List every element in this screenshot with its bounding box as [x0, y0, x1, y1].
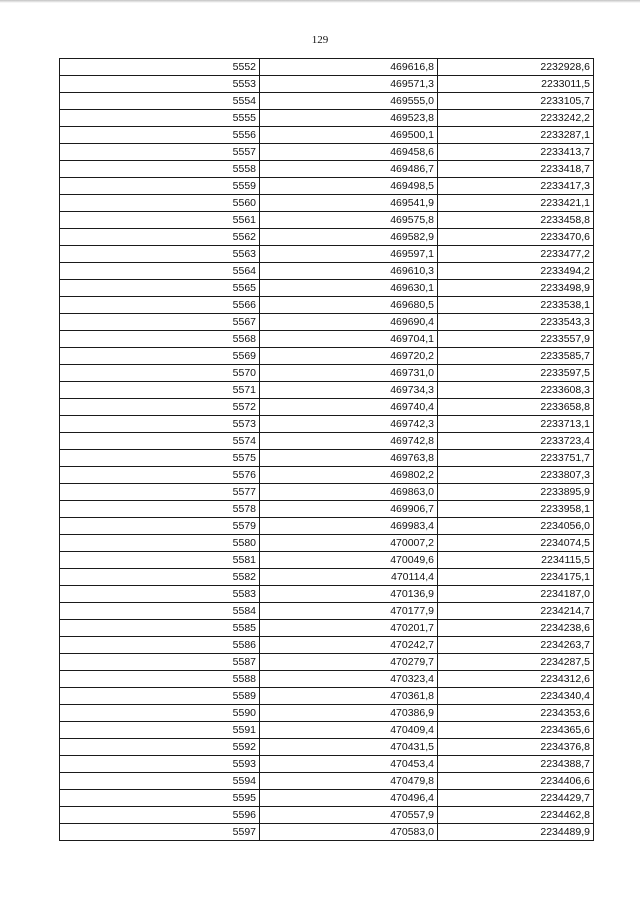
- x-coordinate-cell: 469610,3: [260, 263, 438, 280]
- y-coordinate-cell: 2233557,9: [438, 331, 594, 348]
- point-number-cell: 5592: [60, 739, 260, 756]
- y-coordinate-cell: 2234406,6: [438, 773, 594, 790]
- y-coordinate-cell: 2233538,1: [438, 297, 594, 314]
- point-number-cell: 5554: [60, 93, 260, 110]
- table-row: [60, 365, 594, 382]
- table-row: [60, 501, 594, 518]
- point-number-cell: 5591: [60, 722, 260, 739]
- y-coordinate-cell: 2234056,0: [438, 518, 594, 535]
- coordinates-table: [59, 58, 594, 841]
- table-row: [60, 671, 594, 688]
- y-coordinate-cell: 2233597,5: [438, 365, 594, 382]
- y-coordinate-cell: 2233011,5: [438, 76, 594, 93]
- point-number-cell: 5573: [60, 416, 260, 433]
- x-coordinate-cell: 470361,8: [260, 688, 438, 705]
- point-number-cell: 5568: [60, 331, 260, 348]
- point-number-cell: 5585: [60, 620, 260, 637]
- table-row: [60, 263, 594, 280]
- y-coordinate-cell: 2233958,1: [438, 501, 594, 518]
- y-coordinate-cell: 2233287,1: [438, 127, 594, 144]
- page-number: 129: [311, 34, 329, 46]
- point-number-cell: 5558: [60, 161, 260, 178]
- point-number-cell: 5576: [60, 467, 260, 484]
- x-coordinate-cell: 469863,0: [260, 484, 438, 501]
- y-coordinate-cell: 2233751,7: [438, 450, 594, 467]
- table-row: [60, 93, 594, 110]
- table-row: [60, 280, 594, 297]
- point-number-cell: 5570: [60, 365, 260, 382]
- x-coordinate-cell: 469734,3: [260, 382, 438, 399]
- y-coordinate-cell: 2234115,5: [438, 552, 594, 569]
- point-number-cell: 5587: [60, 654, 260, 671]
- table-row: [60, 348, 594, 365]
- y-coordinate-cell: 2234388,7: [438, 756, 594, 773]
- point-number-cell: 5555: [60, 110, 260, 127]
- table-row: [60, 76, 594, 93]
- table-row: [60, 178, 594, 195]
- y-coordinate-cell: 2233105,7: [438, 93, 594, 110]
- point-number-cell: 5578: [60, 501, 260, 518]
- point-number-cell: 5584: [60, 603, 260, 620]
- table-row: [60, 127, 594, 144]
- point-number-cell: 5582: [60, 569, 260, 586]
- y-coordinate-cell: 2233608,3: [438, 382, 594, 399]
- point-number-cell: 5590: [60, 705, 260, 722]
- x-coordinate-cell: 470479,8: [260, 773, 438, 790]
- y-coordinate-cell: 2234489,9: [438, 824, 594, 841]
- y-coordinate-cell: 2234340,4: [438, 688, 594, 705]
- scan-edge: [0, 0, 640, 3]
- x-coordinate-cell: 470583,0: [260, 824, 438, 841]
- x-coordinate-cell: 470409,4: [260, 722, 438, 739]
- table-row: [60, 229, 594, 246]
- y-coordinate-cell: 2233242,2: [438, 110, 594, 127]
- point-number-cell: 5597: [60, 824, 260, 841]
- point-number-cell: 5594: [60, 773, 260, 790]
- table-row: [60, 399, 594, 416]
- table-row: [60, 705, 594, 722]
- y-coordinate-cell: 2234074,5: [438, 535, 594, 552]
- y-coordinate-cell: 2233470,6: [438, 229, 594, 246]
- point-number-cell: 5565: [60, 280, 260, 297]
- x-coordinate-cell: 469630,1: [260, 280, 438, 297]
- y-coordinate-cell: 2232928,6: [438, 59, 594, 76]
- x-coordinate-cell: 470007,2: [260, 535, 438, 552]
- table-row: [60, 467, 594, 484]
- table-row: [60, 620, 594, 637]
- x-coordinate-cell: 470242,7: [260, 637, 438, 654]
- x-coordinate-cell: 470323,4: [260, 671, 438, 688]
- y-coordinate-cell: 2233413,7: [438, 144, 594, 161]
- table-row: [60, 382, 594, 399]
- y-coordinate-cell: 2234287,5: [438, 654, 594, 671]
- x-coordinate-cell: 470557,9: [260, 807, 438, 824]
- table-row: [60, 739, 594, 756]
- x-coordinate-cell: 470386,9: [260, 705, 438, 722]
- x-coordinate-cell: 469597,1: [260, 246, 438, 263]
- y-coordinate-cell: 2234238,6: [438, 620, 594, 637]
- x-coordinate-cell: 470136,9: [260, 586, 438, 603]
- x-coordinate-cell: 470431,5: [260, 739, 438, 756]
- table-row: [60, 161, 594, 178]
- y-coordinate-cell: 2233494,2: [438, 263, 594, 280]
- table-row: [60, 484, 594, 501]
- point-number-cell: 5566: [60, 297, 260, 314]
- point-number-cell: 5588: [60, 671, 260, 688]
- point-number-cell: 5553: [60, 76, 260, 93]
- x-coordinate-cell: 469523,8: [260, 110, 438, 127]
- point-number-cell: 5579: [60, 518, 260, 535]
- table-row: [60, 195, 594, 212]
- point-number-cell: 5563: [60, 246, 260, 263]
- point-number-cell: 5596: [60, 807, 260, 824]
- y-coordinate-cell: 2234429,7: [438, 790, 594, 807]
- table-row: [60, 756, 594, 773]
- table-row: [60, 450, 594, 467]
- y-coordinate-cell: 2234353,6: [438, 705, 594, 722]
- table-row: [60, 331, 594, 348]
- y-coordinate-cell: 2234312,6: [438, 671, 594, 688]
- point-number-cell: 5556: [60, 127, 260, 144]
- table-row: [60, 416, 594, 433]
- point-number-cell: 5593: [60, 756, 260, 773]
- point-number-cell: 5575: [60, 450, 260, 467]
- x-coordinate-cell: 470279,7: [260, 654, 438, 671]
- y-coordinate-cell: 2234376,8: [438, 739, 594, 756]
- x-coordinate-cell: 469720,2: [260, 348, 438, 365]
- y-coordinate-cell: 2233895,9: [438, 484, 594, 501]
- point-number-cell: 5580: [60, 535, 260, 552]
- table-row: [60, 144, 594, 161]
- point-number-cell: 5564: [60, 263, 260, 280]
- point-number-cell: 5572: [60, 399, 260, 416]
- x-coordinate-cell: 469486,7: [260, 161, 438, 178]
- x-coordinate-cell: 469458,6: [260, 144, 438, 161]
- x-coordinate-cell: 469616,8: [260, 59, 438, 76]
- x-coordinate-cell: 469680,5: [260, 297, 438, 314]
- x-coordinate-cell: 469763,8: [260, 450, 438, 467]
- table-row: [60, 59, 594, 76]
- y-coordinate-cell: 2234187,0: [438, 586, 594, 603]
- x-coordinate-cell: 469742,8: [260, 433, 438, 450]
- table-row: [60, 722, 594, 739]
- y-coordinate-cell: 2234462,8: [438, 807, 594, 824]
- y-coordinate-cell: 2233498,9: [438, 280, 594, 297]
- x-coordinate-cell: 469582,9: [260, 229, 438, 246]
- x-coordinate-cell: 469704,1: [260, 331, 438, 348]
- x-coordinate-cell: 469575,8: [260, 212, 438, 229]
- point-number-cell: 5589: [60, 688, 260, 705]
- table-row: [60, 586, 594, 603]
- point-number-cell: 5561: [60, 212, 260, 229]
- table-row: [60, 246, 594, 263]
- table-row: [60, 518, 594, 535]
- point-number-cell: 5552: [60, 59, 260, 76]
- table-row: [60, 688, 594, 705]
- y-coordinate-cell: 2233418,7: [438, 161, 594, 178]
- point-number-cell: 5560: [60, 195, 260, 212]
- y-coordinate-cell: 2233658,8: [438, 399, 594, 416]
- point-number-cell: 5571: [60, 382, 260, 399]
- table-row: [60, 654, 594, 671]
- y-coordinate-cell: 2233421,1: [438, 195, 594, 212]
- x-coordinate-cell: 469500,1: [260, 127, 438, 144]
- x-coordinate-cell: 470453,4: [260, 756, 438, 773]
- point-number-cell: 5595: [60, 790, 260, 807]
- table-row: [60, 569, 594, 586]
- y-coordinate-cell: 2233723,4: [438, 433, 594, 450]
- x-coordinate-cell: 470114,4: [260, 569, 438, 586]
- y-coordinate-cell: 2233543,3: [438, 314, 594, 331]
- point-number-cell: 5559: [60, 178, 260, 195]
- y-coordinate-cell: 2234365,6: [438, 722, 594, 739]
- table-row: [60, 314, 594, 331]
- y-coordinate-cell: 2233807,3: [438, 467, 594, 484]
- table-row: [60, 110, 594, 127]
- y-coordinate-cell: 2234214,7: [438, 603, 594, 620]
- x-coordinate-cell: 469740,4: [260, 399, 438, 416]
- point-number-cell: 5557: [60, 144, 260, 161]
- x-coordinate-cell: 469541,9: [260, 195, 438, 212]
- y-coordinate-cell: 2233477,2: [438, 246, 594, 263]
- table-row: [60, 552, 594, 569]
- table-row: [60, 535, 594, 552]
- point-number-cell: 5574: [60, 433, 260, 450]
- point-number-cell: 5567: [60, 314, 260, 331]
- x-coordinate-cell: 470177,9: [260, 603, 438, 620]
- y-coordinate-cell: 2233458,8: [438, 212, 594, 229]
- table-row: [60, 824, 594, 841]
- y-coordinate-cell: 2233713,1: [438, 416, 594, 433]
- x-coordinate-cell: 470496,4: [260, 790, 438, 807]
- y-coordinate-cell: 2234263,7: [438, 637, 594, 654]
- table-row: [60, 773, 594, 790]
- point-number-cell: 5581: [60, 552, 260, 569]
- table-row: [60, 790, 594, 807]
- x-coordinate-cell: 469906,7: [260, 501, 438, 518]
- table-row: [60, 212, 594, 229]
- y-coordinate-cell: 2233417,3: [438, 178, 594, 195]
- table-row: [60, 603, 594, 620]
- x-coordinate-cell: 469983,4: [260, 518, 438, 535]
- x-coordinate-cell: 469742,3: [260, 416, 438, 433]
- x-coordinate-cell: 469555,0: [260, 93, 438, 110]
- x-coordinate-cell: 469802,2: [260, 467, 438, 484]
- table-row: [60, 297, 594, 314]
- y-coordinate-cell: 2233585,7: [438, 348, 594, 365]
- table-row: [60, 637, 594, 654]
- x-coordinate-cell: 470201,7: [260, 620, 438, 637]
- x-coordinate-cell: 470049,6: [260, 552, 438, 569]
- point-number-cell: 5586: [60, 637, 260, 654]
- x-coordinate-cell: 469731,0: [260, 365, 438, 382]
- x-coordinate-cell: 469571,3: [260, 76, 438, 93]
- point-number-cell: 5569: [60, 348, 260, 365]
- x-coordinate-cell: 469690,4: [260, 314, 438, 331]
- table-row: [60, 433, 594, 450]
- coordinates-table-body: [60, 59, 594, 841]
- x-coordinate-cell: 469498,5: [260, 178, 438, 195]
- y-coordinate-cell: 2234175,1: [438, 569, 594, 586]
- table-row: [60, 807, 594, 824]
- point-number-cell: 5583: [60, 586, 260, 603]
- point-number-cell: 5562: [60, 229, 260, 246]
- point-number-cell: 5577: [60, 484, 260, 501]
